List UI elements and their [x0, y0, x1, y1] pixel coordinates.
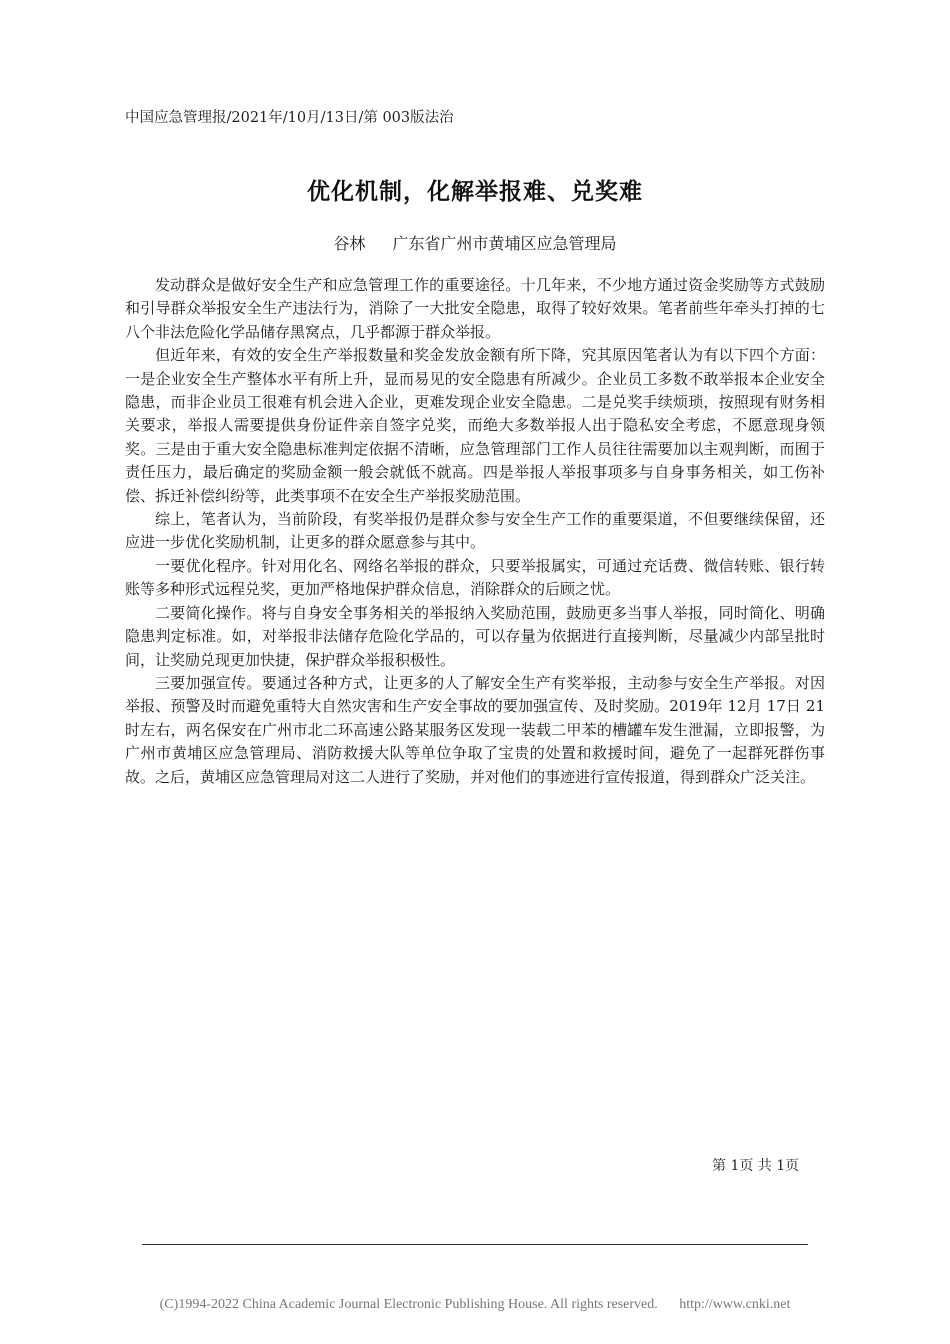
copyright-text: (C)1994-2022 China Academic Journal Electronic Publishing House. All rights reserved. [159, 1297, 658, 1312]
author-affiliation: 广东省广州市黄埔区应急管理局 [392, 234, 617, 253]
paragraph: 三要加强宣传。要通过各种方式，让更多的人了解安全生产有奖举报，主动参与安全生产举报。对因举报、预警及时而避免重特大自然灾害和生产安全事故的要加强宣传、及时奖励。2019年 12月 17日 21时左右，两名保安在广州市北二环高速公路某服务区发现一装载二甲苯的槽罐车发生泄漏，立即报警，为广州市黄埔区应急管理局、消防救援大队等单位争取了宝贵的处置和救援时间，避免了一起群死群伤事故。之后，黄埔区应急管理局对这二人进行了奖励，并对他们的事迹进行宣传报道，得到群众广泛关注。 [125, 673, 825, 786]
paragraph: 一要优化程序。针对用化名、网络名举报的群众，只要举报属实，可通过充话费、微信转账、银行转账等多种形式远程兑奖，更加严格地保护群众信息，消除群众的后顾之忧。 [125, 556, 825, 599]
paragraph: 二要简化操作。将与自身安全事务相关的举报纳入奖励范围，鼓励更多当事人举报，同时简化、明确隐患判定标准。如，对举报非法储存危险化学品的，可以存量为依据进行直接判断，尽量减少内部呈批时间，让奖励兑现更加快捷，保护群众举报积极性。 [125, 603, 825, 669]
paragraph: 发动群众是做好安全生产和应急管理工作的重要途径。十几年来，不少地方通过资金奖励等方式鼓励和引导群众举报安全生产违法行为，消除了一大批安全隐患，取得了较好效果。笔者前些年牵头打掉的七八个非法危险化学品储存黑窝点，几乎都源于群众举报。 [125, 276, 825, 341]
article-body [125, 274, 825, 789]
paragraph: 但近年来，有效的安全生产举报数量和奖金发放金额有所下降，究其原因笔者认为有以下四个方面：一是企业安全生产整体水平有所上升，显而易见的安全隐患有所减少。企业员工多数不敢举报本企业安全隐患，而非企业员工很难有机会进入企业，更难发现企业安全隐患。二是兑奖手续烦琐，按照现有财务相关要求，举报人需要提供身份证件亲自签字兑奖，而绝大多数举报人出于隐私安全考虑，不愿意现身领奖。三是由于重大安全隐患标准判定依据不清晰，应急管理部门工作人员往往需要加以主观判断，而囿于责任压力，最后确定的奖励金额一般会就低不就高。四是举报人举报事项多与自身事务相关，如工伤补偿、拆迁补偿纠纷等，此类事项不在安全生产举报奖励范围。 [125, 346, 825, 505]
copyright-footer [0, 1297, 950, 1313]
source-line: 中国应急管理报/2021年/10月/13日/第 003版法治 [125, 110, 454, 126]
footer-url[interactable]: http://www.cnki.net [679, 1297, 791, 1312]
byline [0, 231, 950, 254]
author-name: 谷林 [333, 234, 366, 253]
paragraph: 综上，笔者认为，当前阶段，有奖举报仍是群众参与安全生产工作的重要渠道，不但要继续保留，还应进一步优化奖励机制，让更多的群众愿意参与其中。 [125, 510, 825, 552]
article-title: 优化机制，化解举报难、兑奖难 [307, 178, 643, 205]
footer-divider [142, 1244, 808, 1245]
page-number: 第 1页 共 1页 [712, 1158, 800, 1174]
